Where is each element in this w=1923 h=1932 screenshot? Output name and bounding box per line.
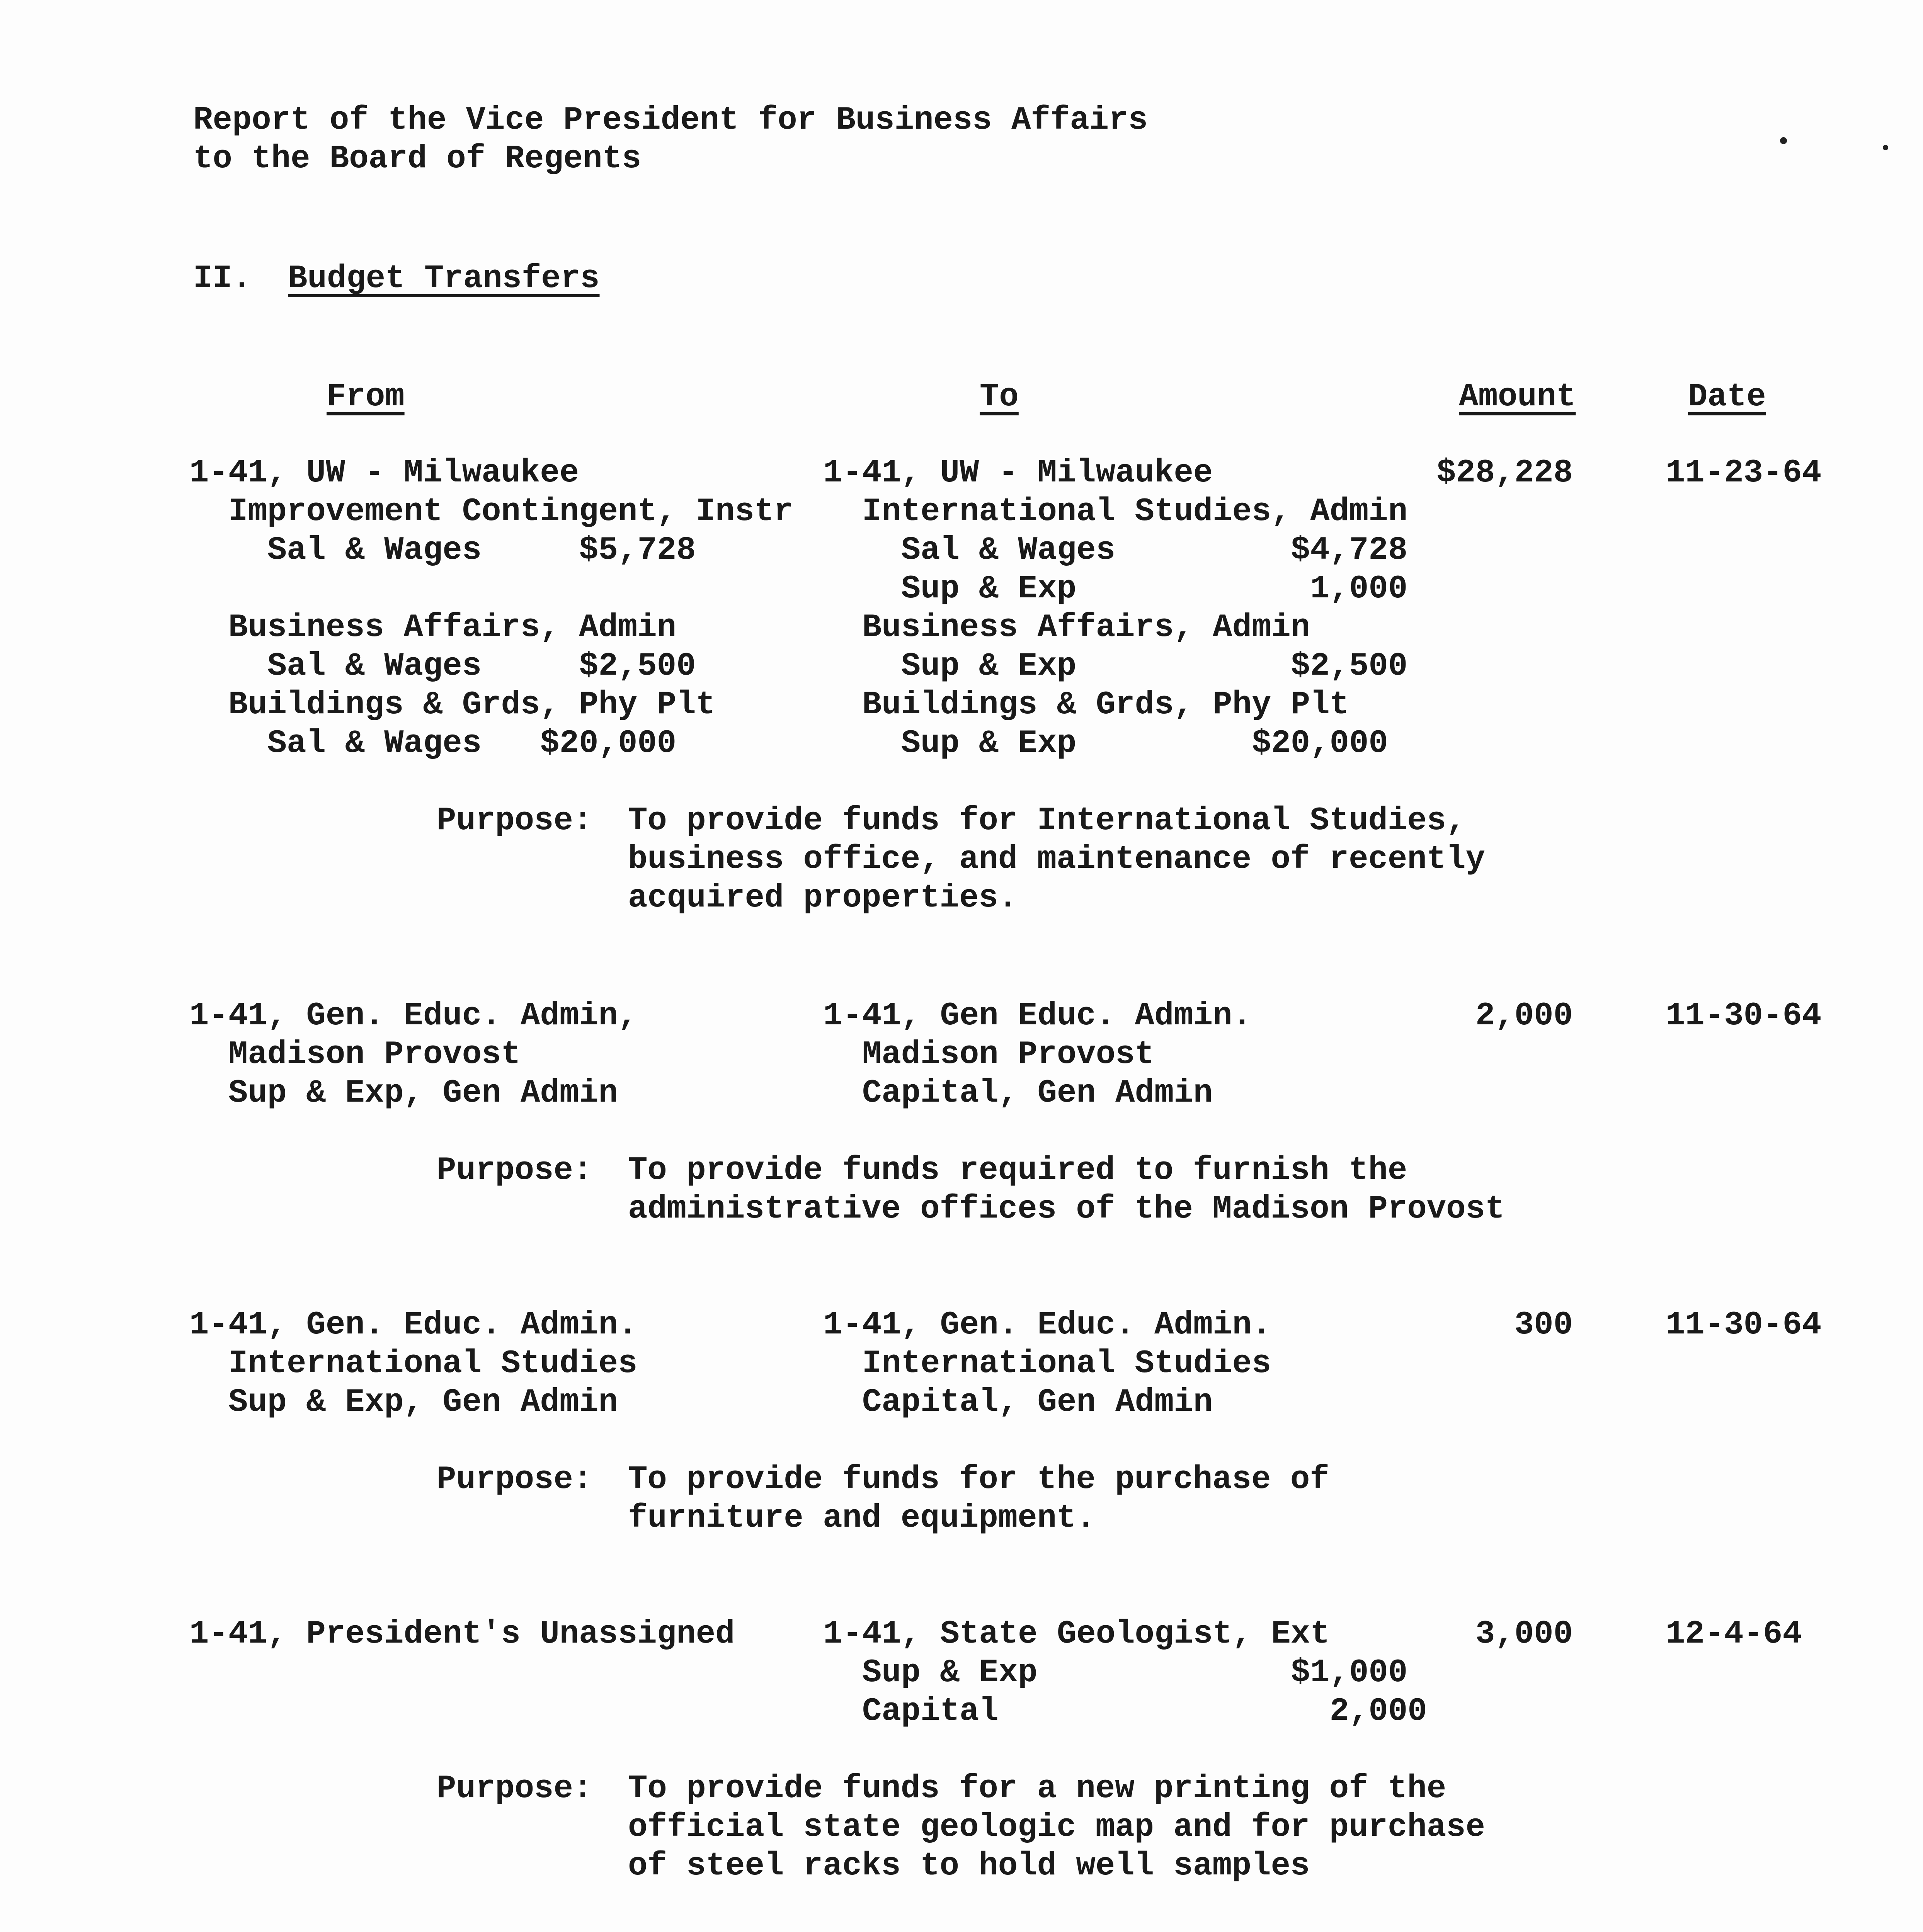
- transfer-to-line: Capital 2,000: [823, 1693, 1427, 1730]
- purpose-text-line: official state geologic map and for purchase: [628, 1809, 1485, 1846]
- transfer-from-line: Improvement Contingent, Instr: [189, 493, 793, 530]
- column-header-amount: Amount: [1459, 379, 1576, 415]
- purpose-text-line: administrative offices of the Madison Provost: [628, 1191, 1505, 1228]
- transfer-to-line: 1-41, UW - Milwaukee: [823, 455, 1213, 492]
- transfer-from-line: Sal & Wages $5,728: [189, 532, 696, 569]
- purpose-text-line: furniture and equipment.: [628, 1500, 1096, 1537]
- transfer-from-line: Buildings & Grds, Phy Plt: [189, 687, 716, 723]
- stray-ink-mark: [1883, 145, 1888, 150]
- transfer-to-line: 1-41, Gen Educ. Admin.: [823, 998, 1252, 1034]
- transfer-amount: 3,000: [1475, 1616, 1573, 1653]
- transfer-amount: 2,000: [1475, 998, 1573, 1034]
- transfer-to-line: Buildings & Grds, Phy Plt: [823, 687, 1350, 723]
- section-number: II.: [193, 260, 252, 297]
- transfer-to-line: 1-41, Gen. Educ. Admin.: [823, 1307, 1271, 1344]
- transfer-from-line: Sup & Exp, Gen Admin: [189, 1075, 618, 1112]
- transfer-from-line: 1-41, Gen. Educ. Admin,: [189, 998, 638, 1034]
- transfer-date: 11-30-64: [1666, 998, 1822, 1034]
- transfer-from-line: Sal & Wages $2,500: [189, 648, 696, 685]
- transfer-from-line: Madison Provost: [189, 1036, 521, 1073]
- transfer-to-line: International Studies, Admin: [823, 493, 1408, 530]
- transfer-to-line: Madison Provost: [823, 1036, 1154, 1073]
- purpose-label: Purpose:: [437, 1770, 593, 1807]
- purpose-text-line: To provide funds for the purchase of: [628, 1461, 1329, 1498]
- transfer-from-line: 1-41, Gen. Educ. Admin.: [189, 1307, 638, 1344]
- purpose-text-line: acquired properties.: [628, 880, 1018, 917]
- purpose-text-line: To provide funds required to furnish the: [628, 1152, 1407, 1189]
- transfer-amount: $28,228: [1436, 455, 1573, 492]
- purpose-text-line: To provide funds for a new printing of the: [628, 1770, 1447, 1807]
- section-title: Budget Transfers: [288, 260, 600, 297]
- transfer-to-line: Sup & Exp 1,000: [823, 571, 1408, 607]
- purpose-label: Purpose:: [437, 1461, 593, 1498]
- purpose-label: Purpose:: [437, 803, 593, 839]
- transfer-to-line: Sup & Exp $2,500: [823, 648, 1408, 685]
- report-title-line-1: Report of the Vice President for Business Affairs: [193, 102, 1148, 139]
- purpose-text-line: of steel racks to hold well samples: [628, 1848, 1310, 1884]
- column-header-from: From: [327, 379, 405, 415]
- purpose-text-line: To provide funds for International Studies,: [628, 803, 1466, 839]
- transfer-to-line: Sal & Wages $4,728: [823, 532, 1408, 569]
- transfer-date: 11-23-64: [1666, 455, 1822, 492]
- column-header-date: Date: [1688, 379, 1766, 415]
- transfer-to-line: 1-41, State Geologist, Ext: [823, 1616, 1330, 1653]
- purpose-label: Purpose:: [437, 1152, 593, 1189]
- transfer-from-line: 1-41, UW - Milwaukee: [189, 455, 579, 492]
- transfer-to-line: Capital, Gen Admin: [823, 1384, 1213, 1421]
- transfer-amount: 300: [1514, 1307, 1573, 1344]
- stray-ink-mark: [1780, 137, 1787, 144]
- transfer-to-line: Sup & Exp $1,000: [823, 1655, 1408, 1691]
- transfer-date: 12-4-64: [1666, 1616, 1802, 1653]
- transfer-from-line: Sal & Wages $20,000: [189, 725, 677, 762]
- report-title-line-2: to the Board of Regents: [193, 141, 642, 177]
- transfer-to-line: Business Affairs, Admin: [823, 609, 1310, 646]
- transfer-from-line: 1-41, President's Unassigned: [189, 1616, 735, 1653]
- transfer-from-line: International Studies: [189, 1345, 638, 1382]
- transfer-to-line: Capital, Gen Admin: [823, 1075, 1213, 1112]
- transfer-to-line: Sup & Exp $20,000: [823, 725, 1388, 762]
- transfer-date: 11-30-64: [1666, 1307, 1822, 1344]
- column-header-to: To: [980, 379, 1019, 415]
- transfer-from-line: Business Affairs, Admin: [189, 609, 677, 646]
- purpose-text-line: business office, and maintenance of recently: [628, 841, 1485, 878]
- transfer-to-line: International Studies: [823, 1345, 1271, 1382]
- transfer-from-line: Sup & Exp, Gen Admin: [189, 1384, 618, 1421]
